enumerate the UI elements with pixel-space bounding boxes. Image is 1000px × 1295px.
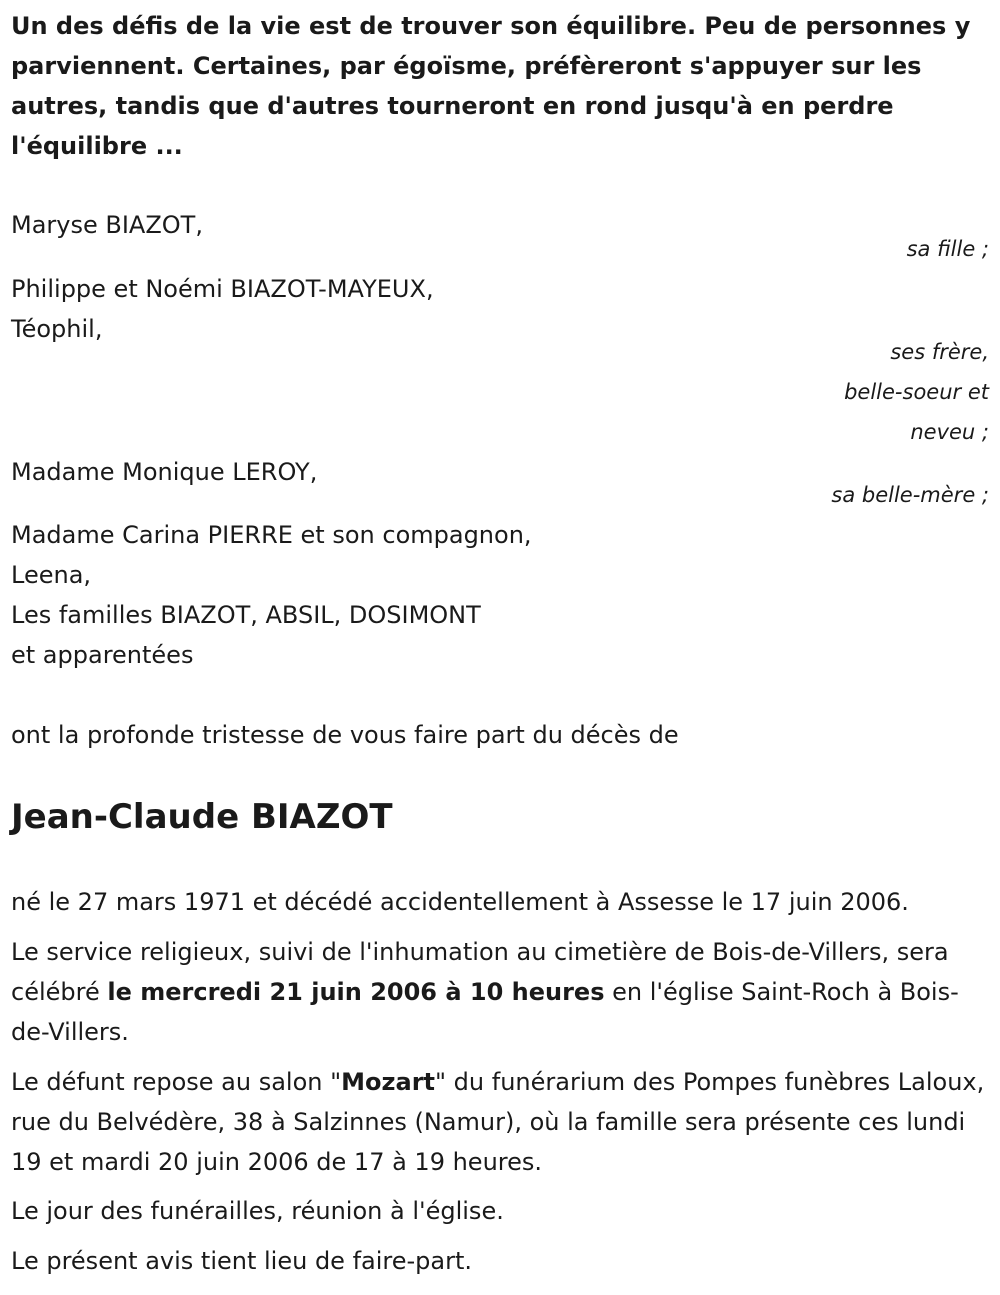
family-member-monique: Madame Monique LEROY, xyxy=(11,458,318,486)
deceased-name: Jean-Claude BIAZOT xyxy=(11,797,393,837)
family-member-teophil: Téophil, xyxy=(11,315,103,343)
rest-text-start: Le défunt repose au salon " xyxy=(11,1068,342,1096)
service-text-end: en l'église Saint-Roch à Bois-de-Villers. xyxy=(11,978,959,1046)
family-member-maryse: Maryse BIAZOT, xyxy=(11,211,203,239)
relation-nephew: neveu ; xyxy=(910,420,989,444)
relation-daughter: sa fille ; xyxy=(906,237,989,261)
family-member-philippe: Philippe et Noémi BIAZOT-MAYEUX, xyxy=(11,275,434,303)
relation-brother: ses frère, xyxy=(890,340,989,364)
relation-sister-in-law: belle-soeur et xyxy=(844,380,989,404)
salon-name: Mozart xyxy=(341,1068,436,1096)
service-info xyxy=(11,932,996,1052)
funeral-day-info: Le jour des funérailles, réunion à l'église. xyxy=(11,1197,504,1225)
family-relatives: et apparentées xyxy=(11,641,194,669)
relation-mother-in-law: sa belle-mère ; xyxy=(831,483,989,507)
service-text-start: Le service religieux, suivi de l'inhumation au cimetière de Bois-de-Villers, sera célébré xyxy=(11,938,949,1006)
birth-death-info: né le 27 mars 1971 et décédé accidentellement à Assesse le 17 juin 2006. xyxy=(11,888,909,916)
service-date-time: le mercredi 21 juin 2006 à 10 heures xyxy=(107,978,605,1006)
family-member-leena: Leena, xyxy=(11,561,92,589)
intro-quote: Un des défis de la vie est de trouver son équilibre. Peu de personnes y parviennent. Certaines, par égoïsme, préfèreront s'appuyer sur les autres, tandis que d'autres tourneront en rond jusqu'à en perdre l'équilibre ... xyxy=(11,12,971,160)
family-member-carina: Madame Carina PIERRE et son compagnon, xyxy=(11,521,532,549)
family-names: Les familles BIAZOT, ABSIL, DOSIMONT xyxy=(11,601,481,629)
notice-info: Le présent avis tient lieu de faire-part. xyxy=(11,1247,473,1275)
rest-text-end: " du funérarium des Pompes funèbres Laloux, rue du Belvédère, 38 à Salzinnes (Namur), où la famille sera présente ces lundi 19 et mardi 20 juin 2006 de 17 à 19 heures. xyxy=(11,1068,985,1176)
announcement: ont la profonde tristesse de vous faire part du décès de xyxy=(11,721,679,749)
rest-info xyxy=(11,1062,996,1182)
